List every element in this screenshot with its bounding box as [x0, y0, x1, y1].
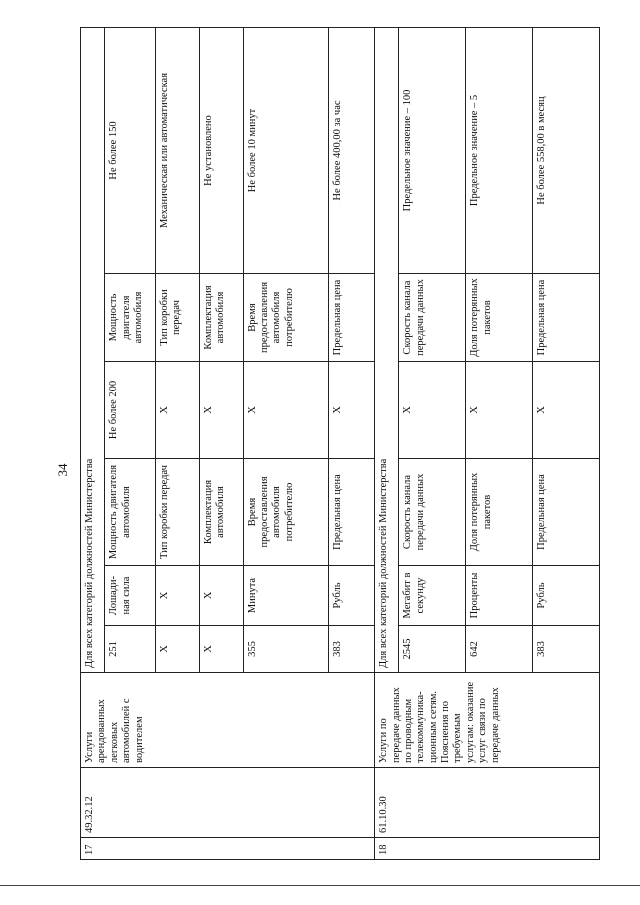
- characteristic-value: X: [329, 362, 375, 459]
- okei-code: 383: [329, 626, 375, 673]
- characteristic-name: Предельная цена: [329, 459, 375, 566]
- unit-name: Лошади-ная сила: [105, 566, 156, 626]
- characteristic-value-2: Механическая или автоматическая: [156, 28, 200, 274]
- okpd-code: 61.10.30: [375, 768, 600, 838]
- unit-name: Минута: [243, 566, 328, 626]
- characteristic-name-2: Тип коробки передач: [156, 274, 200, 362]
- characteristic-value: X: [533, 362, 600, 459]
- characteristic-name: Время предоставления автомобиля потребителю: [243, 459, 328, 566]
- row-number: 18: [375, 838, 600, 860]
- okpd-code: 49.32.12: [81, 768, 375, 838]
- characteristic-name-2: Время предоставления автомобиля потребителю: [243, 274, 328, 362]
- section-header: Для всех категорий должностей Министерства: [375, 28, 399, 673]
- okei-code: 2545: [399, 626, 466, 673]
- characteristic-value-2: Не более 10 минут: [243, 28, 328, 274]
- characteristic-name-2: Предельная цена: [533, 274, 600, 362]
- scan-edge-line: [0, 885, 640, 886]
- characteristic-value-2: Предельное значение – 5: [466, 28, 533, 274]
- characteristic-name: Доля потерянных пакетов: [466, 459, 533, 566]
- characteristic-name-2: Скорость канала передачи данных: [399, 274, 466, 362]
- section-header: Для всех категорий должностей Министерства: [81, 28, 105, 673]
- okei-code: X: [156, 626, 200, 673]
- characteristic-value: X: [199, 362, 243, 459]
- characteristic-name: Тип коробки передач: [156, 459, 200, 566]
- row-number: 17: [81, 838, 375, 860]
- okei-code: 355: [243, 626, 328, 673]
- characteristic-name: Мощность двигателя автомобиля: [105, 459, 156, 566]
- characteristic-value: X: [466, 362, 533, 459]
- unit-name: Рубль: [329, 566, 375, 626]
- table-row: [81, 28, 105, 860]
- okei-code: 383: [533, 626, 600, 673]
- okei-code: 251: [105, 626, 156, 673]
- characteristic-value-2: Не более 400,00 за час: [329, 28, 375, 274]
- characteristic-value: X: [399, 362, 466, 459]
- characteristic-name-2: Мощность двигателя автомобиля: [105, 274, 156, 362]
- okei-code: 642: [466, 626, 533, 673]
- page-number: 34: [55, 463, 70, 477]
- procurement-table: [80, 27, 600, 860]
- characteristic-name-2: Доля потерянных пакетов: [466, 274, 533, 362]
- characteristic-name-2: Комплектация автомобиля: [199, 274, 243, 362]
- unit-name: X: [156, 566, 200, 626]
- table-row: [375, 28, 399, 860]
- service-name: Услуги арендованных легковых автомобилей с водителем: [81, 673, 375, 768]
- unit-name: Рубль: [533, 566, 600, 626]
- characteristic-name: Предельная цена: [533, 459, 600, 566]
- characteristic-name: Комплектация автомобиля: [199, 459, 243, 566]
- characteristic-name: Скорость канала передачи данных: [399, 459, 466, 566]
- characteristic-name-2: Предельная цена: [329, 274, 375, 362]
- unit-name: Проценты: [466, 566, 533, 626]
- characteristic-value: Не более 200: [105, 362, 156, 459]
- characteristic-value-2: Предельное значение – 100: [399, 28, 466, 274]
- characteristic-value-2: Не более 150: [105, 28, 156, 274]
- okei-code: X: [199, 626, 243, 673]
- service-name: Услуги по передаче данных по проводным телекоммуника-ционным сетям. Пояснения по требуемым услугам: оказание услуг связи по передаче данных: [375, 673, 600, 768]
- characteristic-value-2: Не более 558,00 в месяц: [533, 28, 600, 274]
- rotated-page: [80, 28, 600, 860]
- unit-name: X: [199, 566, 243, 626]
- unit-name: Мегабит в секунду: [399, 566, 466, 626]
- characteristic-value-2: Не установлено: [199, 28, 243, 274]
- characteristic-value: X: [243, 362, 328, 459]
- characteristic-value: X: [156, 362, 200, 459]
